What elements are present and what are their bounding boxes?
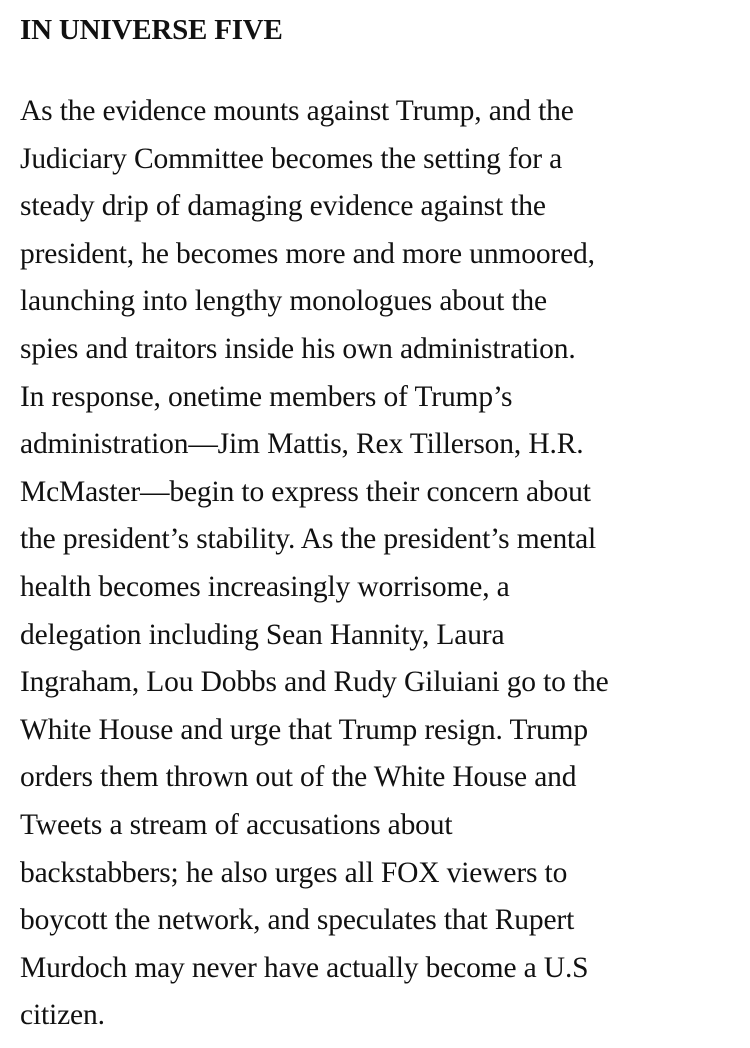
paragraph-line: McMaster—begin to express their concern about [20,475,591,508]
paragraph-line: the president’s stability. As the president’s mental [20,523,597,556]
paragraph-line: Tweets a stream of accusations about [20,808,453,841]
paragraph-line: delegation including Sean Hannity, Laura [20,618,505,651]
paragraph-line: In response, onetime members of Trump’s [20,380,513,413]
paragraph-line: steady drip of damaging evidence against the [20,190,546,223]
paragraph-line: launching into lengthy monologues about the [20,285,547,318]
paragraph-line: backstabbers; he also urges all FOX viewers to [20,856,568,889]
paragraph-line: administration—Jim Mattis, Rex Tillerson, H.R. [20,428,584,461]
paragraph-line: Judiciary Committee becomes the setting for a [20,142,563,175]
section-heading: IN UNIVERSE FIVE [20,14,283,46]
paragraph-line: Murdoch may never have actually become a U.S [20,951,589,984]
paragraph-line: Ingraham, Lou Dobbs and Rudy Giluiani go to the [20,666,609,699]
article-paragraph [20,88,736,1040]
paragraph-line: White House and urge that Trump resign. Trump [20,713,588,746]
paragraph-line: spies and traitors inside his own administration. [20,332,576,365]
paragraph-line: orders them thrown out of the White House and [20,761,577,794]
paragraph-line: health becomes increasingly worrisome, a [20,570,510,603]
paragraph-line: boycott the network, and speculates that Rupert [20,904,575,937]
paragraph-line: president, he becomes more and more unmoored, [20,237,595,270]
paragraph-line: citizen. [20,999,105,1032]
paragraph-line: As the evidence mounts against Trump, and the [20,95,574,127]
